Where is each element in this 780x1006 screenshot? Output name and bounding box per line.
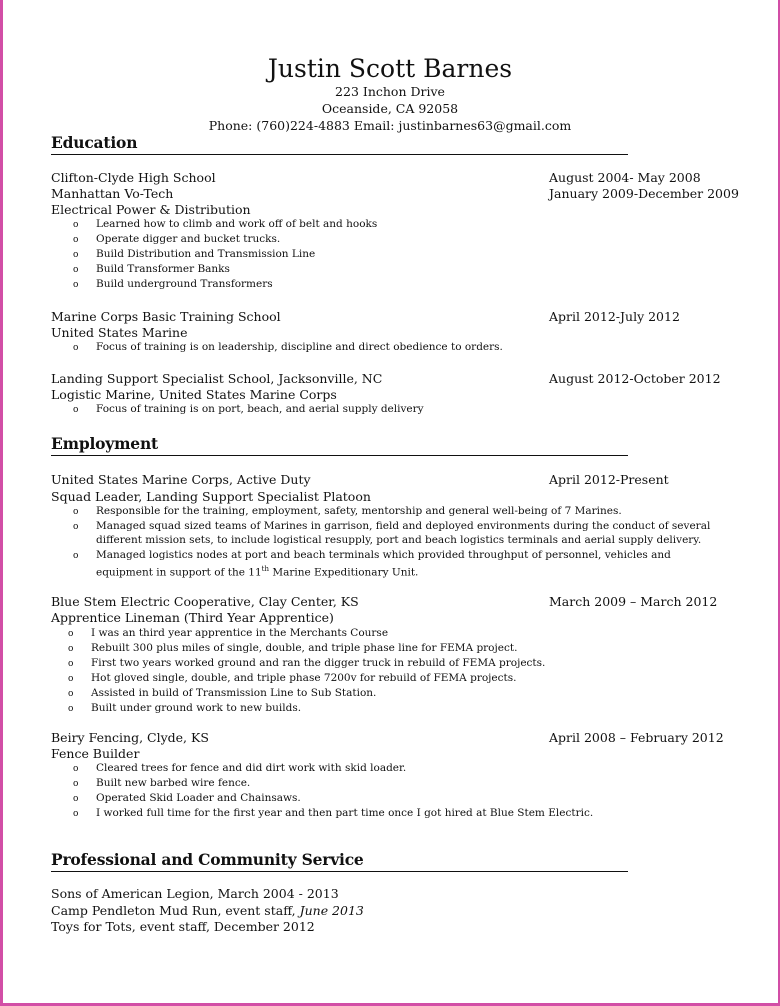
- list-item: Rebuilt 300 plus miles of single, double, and triple phase line for FEMA project.: [91, 642, 518, 654]
- list-item: Managed logistics nodes at port and beach terminals which provided throughput of personnel, vehicles and: [96, 549, 671, 561]
- section-title-education: Education: [51, 133, 138, 152]
- list-item: Build Distribution and Transmission Line: [96, 248, 316, 260]
- job-title: Fence Builder: [51, 746, 140, 761]
- list-item-continuation: [96, 562, 418, 581]
- bullet-marker: o: [73, 764, 79, 774]
- list-item: Built new barbed wire fence.: [96, 777, 251, 789]
- section-rule: [51, 455, 628, 456]
- employment-date: March 2009 – March 2012: [549, 594, 718, 609]
- list-item: I worked full time for the first year and then part time once I got hired at Blue Stem Electric.: [96, 807, 594, 819]
- section-rule: [51, 871, 628, 872]
- employer-name: Blue Stem Electric Cooperative, Clay Center, KS: [51, 594, 359, 609]
- section-title-employment: Employment: [51, 434, 158, 453]
- employment-date: April 2012-Present: [549, 472, 669, 487]
- bullet-marker: o: [68, 689, 74, 699]
- bullet-marker: o: [68, 644, 74, 654]
- section-title-service: Professional and Community Service: [51, 850, 364, 869]
- list-item: Managed squad sized teams of Marines in garrison, field and deployed environments during the conduct of several: [96, 520, 711, 532]
- employer-name: United States Marine Corps, Active Duty: [51, 472, 311, 487]
- list-item: Operate digger and bucket trucks.: [96, 233, 281, 245]
- bullet-marker: o: [68, 674, 74, 684]
- text-run: equipment in support of the 11: [96, 566, 262, 579]
- list-item: Operated Skid Loader and Chainsaws.: [96, 792, 301, 804]
- address-line-2: Oceanside, CA 92058: [321, 101, 459, 116]
- school-date: August 2012-October 2012: [549, 371, 721, 386]
- bullet-marker: o: [73, 250, 79, 260]
- section-rule: [51, 154, 628, 155]
- list-item: Focus of training is on port, beach, and aerial supply delivery: [96, 403, 424, 415]
- bullet-marker: o: [73, 551, 79, 561]
- job-title: Apprentice Lineman (Third Year Apprentice): [51, 610, 334, 625]
- bullet-marker: o: [68, 704, 74, 714]
- bullet-marker: o: [68, 629, 74, 639]
- school-date: April 2012-July 2012: [549, 309, 680, 324]
- address-line-1: 223 Inchon Drive: [335, 84, 445, 99]
- bullet-marker: o: [73, 220, 79, 230]
- school-name: Manhattan Vo-Tech: [51, 186, 174, 201]
- list-item: Cleared trees for fence and did dirt work with skid loader.: [96, 762, 407, 774]
- bullet-marker: o: [68, 659, 74, 669]
- list-item: Responsible for the training, employment, safety, mentorship and general well-being of 7 Marines.: [96, 505, 622, 517]
- bullet-marker: o: [73, 343, 79, 353]
- list-item: Learned how to climb and work off of belt and hooks: [96, 218, 378, 230]
- list-item: First two years worked ground and ran the digger truck in rebuild of FEMA projects.: [91, 657, 546, 669]
- employer-name: Beiry Fencing, Clyde, KS: [51, 730, 209, 745]
- list-item-continuation: different mission sets, to include logistical resupply, port and beach logistics terminals and aerial supply delivery.: [96, 534, 702, 546]
- list-item: Build Transformer Banks: [96, 263, 230, 275]
- list-item: Focus of training is on leadership, discipline and direct obedience to orders.: [96, 341, 503, 353]
- school-name: Landing Support Specialist School, Jacksonville, NC: [51, 371, 383, 386]
- text-run: Camp Pendleton Mud Run, event staff,: [51, 903, 300, 918]
- text-run-italic: June 2013: [299, 903, 364, 918]
- school-role: Logistic Marine, United States Marine Corps: [51, 387, 337, 402]
- school-name: Clifton-Clyde High School: [51, 170, 216, 185]
- contact-line: Phone: (760)224-4883 Email: justinbarnes63@gmail.com: [208, 118, 572, 133]
- bullet-marker: o: [73, 779, 79, 789]
- list-item: Hot gloved single, double, and triple phase 7200v for rebuild of FEMA projects.: [91, 672, 517, 684]
- school-date: August 2004- May 2008: [549, 170, 701, 185]
- bullet-marker: o: [73, 280, 79, 290]
- service-item: [51, 903, 364, 918]
- bullet-marker: o: [73, 235, 79, 245]
- service-item: Toys for Tots, event staff, December 2012: [51, 919, 315, 934]
- bullet-marker: o: [73, 809, 79, 819]
- service-item: Sons of American Legion, March 2004 - 2013: [51, 886, 339, 901]
- list-item: Built under ground work to new builds.: [91, 702, 302, 714]
- school-name: Marine Corps Basic Training School: [51, 309, 281, 324]
- bullet-marker: o: [73, 794, 79, 804]
- school-date: January 2009-December 2009: [549, 186, 739, 201]
- bullet-marker: o: [73, 265, 79, 275]
- resume-name: Justin Scott Barnes: [267, 54, 513, 83]
- job-title: Squad Leader, Landing Support Specialist Platoon: [51, 489, 371, 504]
- list-item: Assisted in build of Transmission Line to Sub Station.: [91, 687, 377, 699]
- school-role: United States Marine: [51, 325, 188, 340]
- bullet-marker: o: [73, 522, 79, 532]
- bullet-marker: o: [73, 405, 79, 415]
- program-name: Electrical Power & Distribution: [51, 202, 251, 217]
- employment-date: April 2008 – February 2012: [549, 730, 724, 745]
- superscript: th: [261, 565, 269, 573]
- list-item: I was an third year apprentice in the Merchants Course: [91, 627, 389, 639]
- text-run: Marine Expeditionary Unit.: [269, 566, 419, 579]
- list-item: Build underground Transformers: [96, 278, 273, 290]
- bullet-marker: o: [73, 507, 79, 517]
